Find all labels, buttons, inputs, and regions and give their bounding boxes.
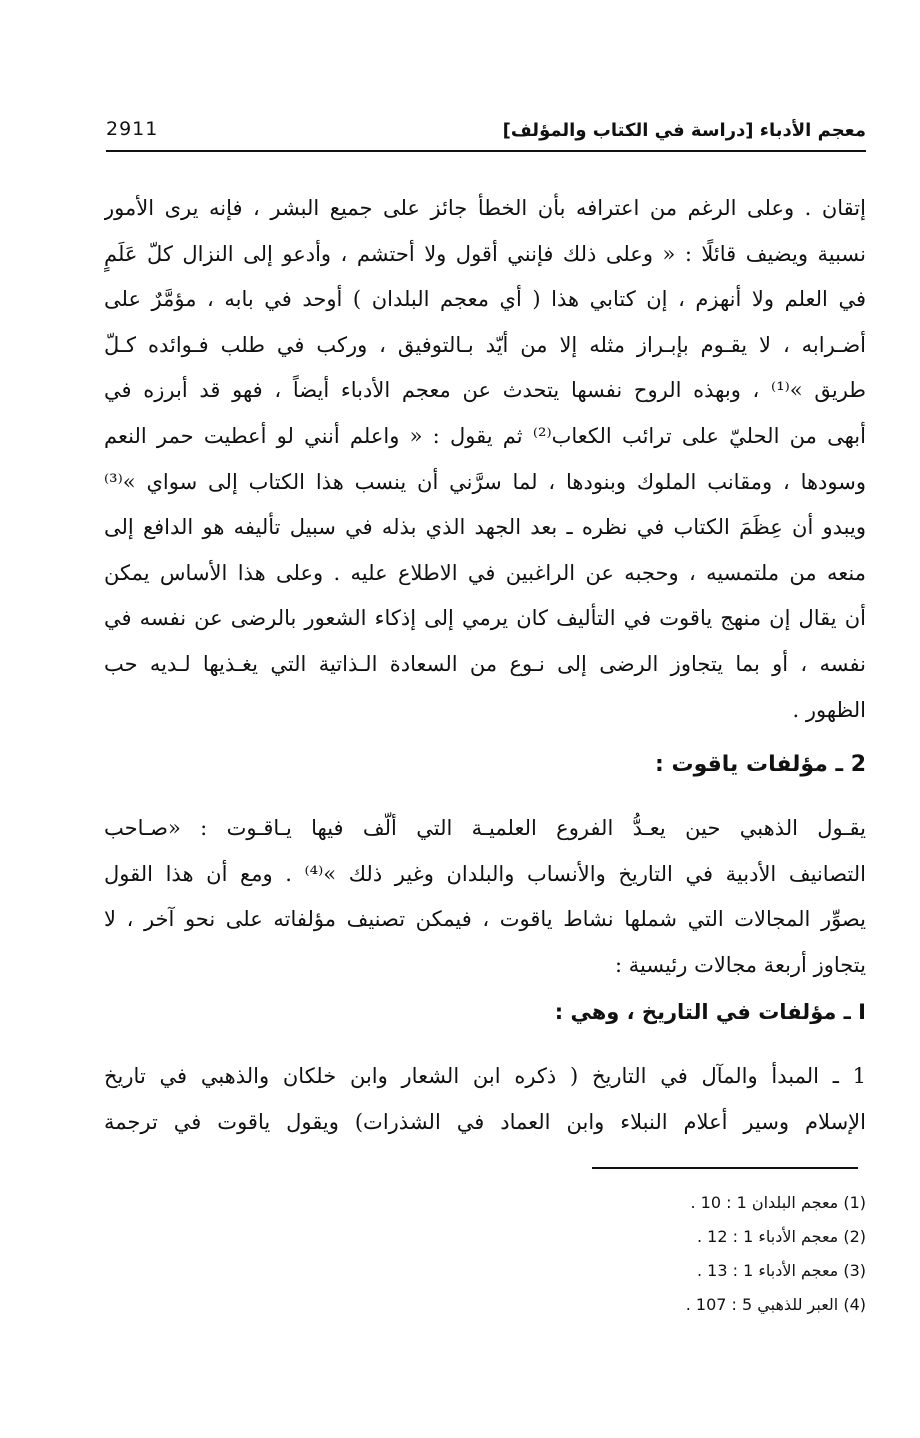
footnote: (2) معجم الأدباء 1 : 12 . [696,1227,866,1246]
text-line: يتجاوز أربعة مجالات رئيسية : [614,952,866,977]
text-line: وسودها ، ومقانب الملوك وبنودها ، لما سرَّني أن ينسب هذا الكتاب إلى سواي »⁽³⁾ [104,469,866,494]
text-line: يقـول الذهبي حين يعـدُّ الفروع العلميـة التي ألّف فيها يـاقـوت : «صـاحب [104,816,866,840]
body-paragraph-2 [104,806,866,988]
subsection-heading: I ـ مؤلفات في التاريخ ، وهي : [554,1000,866,1024]
text-line: طريق »⁽¹⁾ ، وبهذه الروح نفسها يتحدث عن معجم الأدباء أيضاً ، فهو قد أبرزه في [104,378,866,403]
body-paragraph-1 [104,186,866,733]
footnote: (4) العبر للذهبي 5 : 107 . [685,1295,866,1314]
text-line: منعه من ملتمسيه ، وحجبه عن الراغبين في الاطلاع عليه . وعلى هذا الأساس يمكن [104,560,866,585]
header-rule [106,150,866,152]
text-line: التصانيف الأدبية في التاريخ والأنساب والبلدان وغير ذلك »⁽⁴⁾ . ومع أن هذا القول [104,861,866,886]
text-line: الإسلام وسير أعلام النبلاء وابن العماد في الشذرات) ويقول ياقوت في ترجمة [104,1109,866,1134]
text-line: في العلم ولا أنهزم ، إن كتابي هذا ( أي معجم البلدان ) أوحد في بابه ، مؤمَّرٌ على [104,287,866,312]
text-line: أضـرابه ، لا يقـوم بإبـراز مثله إلا من أيّد بـالتوفيق ، وركب في طلب فـوائده كـلّ [104,332,866,357]
footnote-rule [592,1167,858,1169]
text-line: نفسه ، أو بما يتجاوز الرضى إلى نـوع من السعادة الـذاتية التي يغـذيها لـديه حب [104,651,866,676]
text-line: الظهور . [792,697,866,722]
page-number: 2911 [106,118,159,140]
footnotes [466,1186,866,1322]
text-line: نسبية ويضيف قائلًا : « وعلى ذلك فإنني أقول ولا أحتشم ، وأدعو إلى النزال كلّ عَلَمٍ [104,241,866,266]
text-line: ويبدو أن عِظَمَ الكتاب في نظره ـ بعد الجهد الذي بذله في سبيل تأليفه هو الدافع إلى [104,515,866,540]
footnote: (1) معجم البلدان 1 : 10 . [690,1193,866,1212]
text-line: أبهى من الحليّ على ترائب الكعاب⁽²⁾ ثم يقول : « واعلم أنني لو أعطيت حمر النعم [104,423,866,448]
section-heading: 2 ـ مؤلفات ياقوت : [655,752,866,777]
body-paragraph-3 [104,1054,866,1145]
page-header [106,116,866,152]
text-line: 1 ـ المبدأ والمآل في التاريخ ( ذكره ابن الشعار وابن خلكان والذهبي في تاريخ [104,1064,866,1088]
text-line: يصوِّر المجالات التي شملها نشاط ياقوت ، فيمكن تصنيف مؤلفاته على نحو آخر ، لا [104,907,866,932]
running-title: معجم الأدباء [دراسة في الكتاب والمؤلف] [502,120,866,141]
text-line: إتقان . وعلى الرغم من اعترافه بأن الخطأ جائز على جميع البشر ، فإنه يرى الأمور [104,196,866,220]
footnote: (3) معجم الأدباء 1 : 13 . [696,1261,866,1280]
text-line: أن يقال إن منهج ياقوت في التأليف كان يرمي إلى إذكاء الشعور بالرضى عن نفسه في [104,606,866,631]
